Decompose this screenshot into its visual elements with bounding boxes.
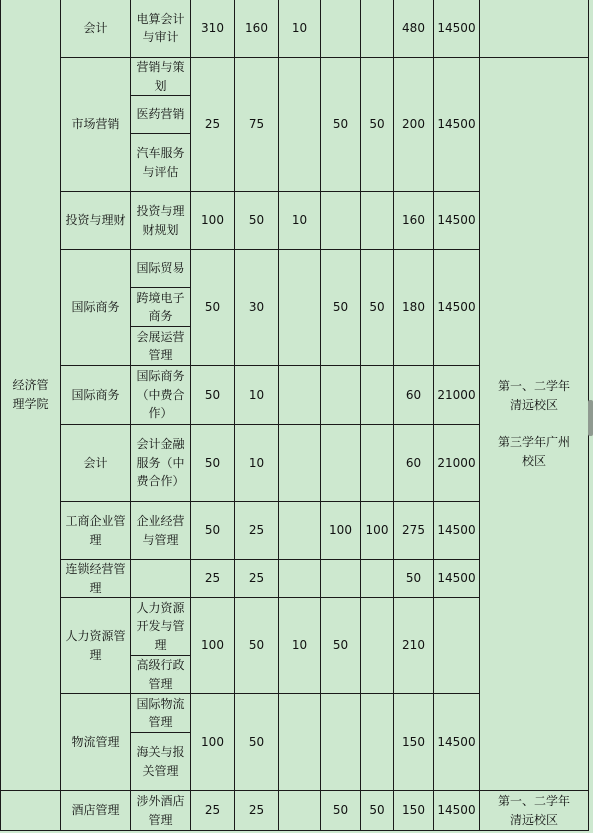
count-cell: 25 xyxy=(235,791,279,831)
count-cell xyxy=(361,560,394,598)
total-cell: 180 xyxy=(394,250,434,366)
direction-cell: 国际物流管理 xyxy=(131,694,191,733)
count-cell: 50 xyxy=(321,58,361,192)
count-cell xyxy=(279,58,321,192)
direction-cell: 高级行政管理 xyxy=(131,656,191,694)
direction-cell: 会计金融服务（中费合作） xyxy=(131,425,191,502)
count-cell xyxy=(321,425,361,502)
direction-cell: 电算会计与审计 xyxy=(131,0,191,58)
major-cell: 工商企业管理 xyxy=(61,502,131,560)
count-cell: 310 xyxy=(191,0,235,58)
count-cell: 25 xyxy=(191,560,235,598)
direction-cell: 会展运营管理 xyxy=(131,327,191,366)
direction-cell: 企业经营与管理 xyxy=(131,502,191,560)
count-cell: 25 xyxy=(191,791,235,831)
count-cell: 25 xyxy=(235,502,279,560)
fee-cell: 21000 xyxy=(434,425,480,502)
count-cell: 50 xyxy=(321,791,361,831)
fee-cell: 21000 xyxy=(434,366,480,425)
count-cell xyxy=(361,366,394,425)
table-row xyxy=(1,58,589,96)
table-row xyxy=(1,791,589,831)
total-cell: 60 xyxy=(394,366,434,425)
major-cell: 国际商务 xyxy=(61,250,131,366)
count-cell: 50 xyxy=(191,250,235,366)
direction-cell: 国际商务（中费合作） xyxy=(131,366,191,425)
direction-cell: 人力资源开发与管理 xyxy=(131,598,191,656)
count-cell xyxy=(361,192,394,250)
college-cell-bottom xyxy=(1,791,61,831)
count-cell xyxy=(279,694,321,791)
count-cell xyxy=(361,598,394,694)
count-cell: 50 xyxy=(361,791,394,831)
count-cell: 10 xyxy=(235,425,279,502)
count-cell xyxy=(321,694,361,791)
count-cell: 75 xyxy=(235,58,279,192)
campus-note-bottom xyxy=(480,791,589,831)
fee-cell xyxy=(434,598,480,694)
total-cell: 150 xyxy=(394,694,434,791)
total-cell: 275 xyxy=(394,502,434,560)
total-cell: 50 xyxy=(394,560,434,598)
count-cell: 50 xyxy=(191,366,235,425)
count-cell xyxy=(279,560,321,598)
count-cell: 100 xyxy=(191,598,235,694)
major-cell: 物流管理 xyxy=(61,694,131,791)
campus-note-1: 第一、二学年清远校区 xyxy=(497,379,570,412)
count-cell: 25 xyxy=(235,560,279,598)
direction-cell: 投资与理财规划 xyxy=(131,192,191,250)
count-cell xyxy=(279,425,321,502)
direction-cell: 跨境电子商务 xyxy=(131,288,191,327)
count-cell: 50 xyxy=(191,502,235,560)
count-cell xyxy=(279,250,321,366)
direction-cell: 营销与策划 xyxy=(131,58,191,96)
fee-cell: 14500 xyxy=(434,192,480,250)
total-cell: 210 xyxy=(394,598,434,694)
count-cell: 25 xyxy=(191,58,235,192)
major-cell: 国际商务 xyxy=(61,366,131,425)
direction-cell: 汽车服务与评估 xyxy=(131,134,191,192)
major-cell: 投资与理财 xyxy=(61,192,131,250)
count-cell xyxy=(321,0,361,58)
total-cell: 150 xyxy=(394,791,434,831)
fee-cell: 14500 xyxy=(434,58,480,192)
direction-cell: 海关与报关管理 xyxy=(131,733,191,791)
count-cell: 30 xyxy=(235,250,279,366)
count-cell: 10 xyxy=(279,598,321,694)
count-cell: 50 xyxy=(191,425,235,502)
scrollbar-thumb[interactable] xyxy=(588,400,593,436)
fee-cell: 14500 xyxy=(434,250,480,366)
fee-cell: 14500 xyxy=(434,694,480,791)
count-cell: 100 xyxy=(191,694,235,791)
total-cell: 60 xyxy=(394,425,434,502)
fee-cell: 14500 xyxy=(434,560,480,598)
count-cell xyxy=(361,425,394,502)
major-cell: 酒店管理 xyxy=(61,791,131,831)
count-cell xyxy=(321,366,361,425)
direction-cell: 涉外酒店管理 xyxy=(131,791,191,831)
blank-cell xyxy=(480,0,589,58)
count-cell: 50 xyxy=(235,192,279,250)
college-name: 经济管理学院 xyxy=(12,377,49,411)
total-cell: 480 xyxy=(394,0,434,58)
count-cell xyxy=(279,366,321,425)
fee-cell: 14500 xyxy=(434,791,480,831)
campus-note-cell xyxy=(480,58,589,791)
count-cell: 10 xyxy=(279,0,321,58)
table-row xyxy=(1,0,589,58)
count-cell: 50 xyxy=(321,598,361,694)
count-cell: 100 xyxy=(191,192,235,250)
count-cell: 10 xyxy=(235,366,279,425)
count-cell: 50 xyxy=(361,58,394,192)
major-cell: 会计 xyxy=(61,0,131,58)
count-cell: 100 xyxy=(361,502,394,560)
college-cell xyxy=(1,0,61,791)
count-cell xyxy=(321,560,361,598)
direction-cell: 医药营销 xyxy=(131,96,191,134)
count-cell: 100 xyxy=(321,502,361,560)
major-cell: 连锁经营管理 xyxy=(61,560,131,598)
major-cell: 人力资源管理 xyxy=(61,598,131,694)
fee-cell: 14500 xyxy=(434,0,480,58)
direction-cell: 国际贸易 xyxy=(131,250,191,288)
count-cell xyxy=(321,192,361,250)
total-cell: 200 xyxy=(394,58,434,192)
count-cell: 50 xyxy=(361,250,394,366)
count-cell: 10 xyxy=(279,192,321,250)
count-cell xyxy=(279,791,321,831)
count-cell: 50 xyxy=(321,250,361,366)
count-cell: 50 xyxy=(235,598,279,694)
count-cell xyxy=(361,694,394,791)
count-cell xyxy=(361,0,394,58)
total-cell: 160 xyxy=(394,192,434,250)
direction-cell xyxy=(131,560,191,598)
fee-cell: 14500 xyxy=(434,502,480,560)
count-cell xyxy=(279,502,321,560)
campus-note-2: 第三学年广州校区 xyxy=(497,435,570,468)
count-cell: 50 xyxy=(235,694,279,791)
count-cell: 160 xyxy=(235,0,279,58)
campus-note-bottom-text: 第一、二学年清远校区 xyxy=(497,793,570,827)
major-cell: 市场营销 xyxy=(61,58,131,192)
major-cell: 会计 xyxy=(61,425,131,502)
